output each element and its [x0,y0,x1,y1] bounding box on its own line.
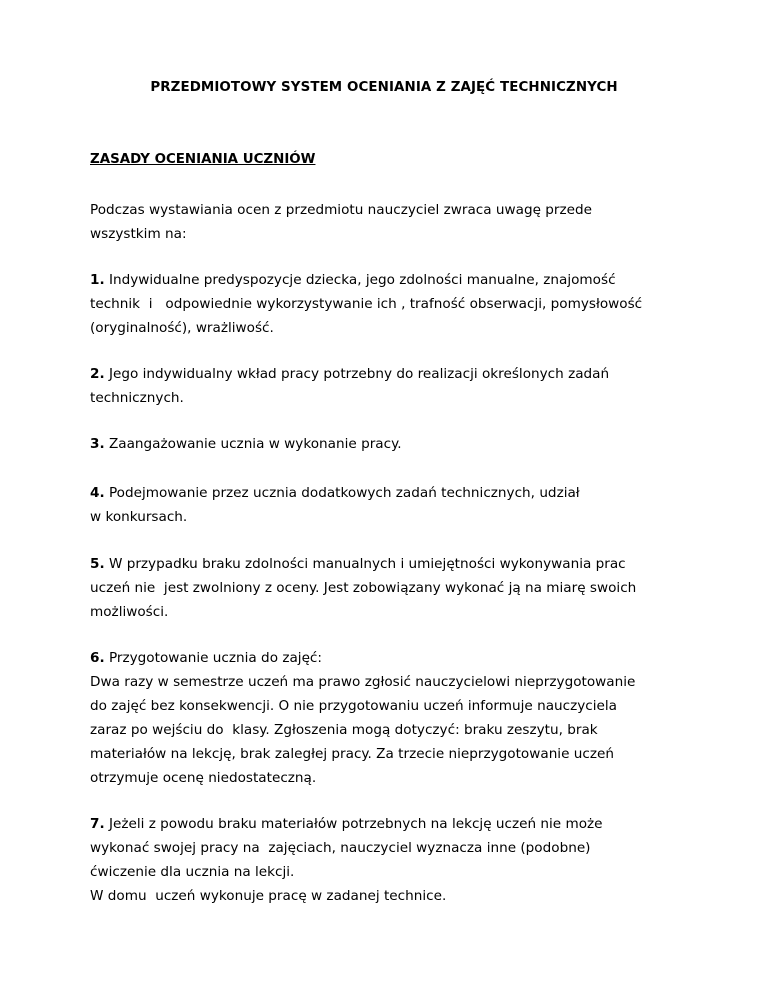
rule-number: 7. [90,816,105,832]
rule-item-7 [90,812,690,908]
rule-number: 2. [90,366,105,382]
rule-number: 4. [90,485,105,501]
rule-text: Jeżeli z powodu braku materiałów potrzebnych na lekcję uczeń nie może [104,816,603,832]
rule-item-6 [90,646,690,790]
rule-text: technik i odpowiednie wykorzystywanie ich , trafność obserwacji, pomysłowość [90,296,643,312]
rule-number: 3. [90,436,105,452]
intro-line: Podczas wystawiania ocen z przedmiotu nauczyciel zwraca uwagę przede [90,202,592,218]
rule-text: W domu uczeń wykonuje pracę w zadanej technice. [90,888,447,904]
rule-item-3 [90,432,690,456]
rule-text: W przypadku braku zdolności manualnych i umiejętności wykonywania prac [104,556,626,572]
rule-text: Dwa razy w semestrze uczeń ma prawo zgłosić nauczycielowi nieprzygotowanie [90,674,636,690]
rule-number: 1. [90,272,105,288]
rule-text: Zaangażowanie ucznia w wykonanie pracy. [104,436,402,452]
rule-number: 6. [90,650,105,666]
rule-text: Przygotowanie ucznia do zajęć: [104,650,322,666]
rule-item-5 [90,552,690,624]
section-heading: ZASADY OCENIANIA UCZNIÓW [90,152,316,167]
intro-paragraph [90,198,690,246]
rule-item-1 [90,268,690,340]
rule-number: 5. [90,556,105,572]
rule-text: ćwiczenie dla ucznia na lekcji. [90,864,295,880]
rule-text: technicznych. [90,390,184,406]
rule-item-4 [90,481,690,529]
rule-text: zaraz po wejściu do klasy. Zgłoszenia mogą dotyczyć: braku zeszytu, brak [90,722,598,738]
rule-text: Indywidualne predyspozycje dziecka, jego zdolności manualne, znajomość [104,272,616,288]
rule-text: do zajęć bez konsekwencji. O nie przygotowaniu uczeń informuje nauczyciela [90,698,618,714]
rule-text: otrzymuje ocenę niedostateczną. [90,770,317,786]
rule-item-2 [90,362,690,410]
rule-text: możliwości. [90,604,169,620]
rule-text: materiałów na lekcję, brak zaległej pracy. Za trzecie nieprzygotowanie uczeń [90,746,614,762]
rule-text: wykonać swojej pracy na zajęciach, nauczyciel wyznacza inne (podobne) [90,840,591,856]
rule-text: uczeń nie jest zwolniony z oceny. Jest zobowiązany wykonać ją na miarę swoich [90,580,637,596]
rule-text: w konkursach. [90,509,188,525]
document-title: PRZEDMIOTOWY SYSTEM OCENIANIA Z ZAJĘĆ TECHNICZNYCH [150,80,618,95]
intro-line: wszystkim na: [90,226,187,242]
rule-text: (oryginalność), wrażliwość. [90,320,274,336]
rule-text: Jego indywidualny wkład pracy potrzebny do realizacji określonych zadań [104,366,610,382]
rule-text: Podejmowanie przez ucznia dodatkowych zadań technicznych, udział [104,485,580,501]
